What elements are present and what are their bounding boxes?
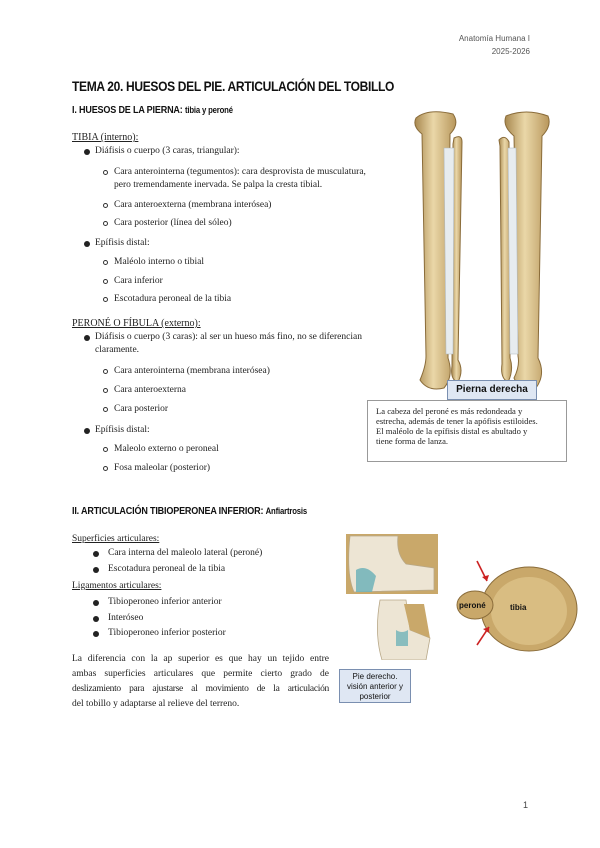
bullet xyxy=(93,551,99,557)
explanation-paragraph xyxy=(72,652,329,712)
paragraph-line: ambas superficies articulares que permite cierto grado de xyxy=(72,669,329,679)
ankle-anterior-posterior-figure xyxy=(346,534,438,660)
bullet xyxy=(103,170,108,175)
page-number: 1 xyxy=(522,800,528,810)
section-1-heading-sub: tibia y peroné xyxy=(184,105,233,115)
perone-label: PERONÉ O FÍBULA (externo): xyxy=(72,318,201,329)
bullet xyxy=(103,369,108,374)
page-header xyxy=(459,32,530,58)
tibiofibular-cross-section-figure xyxy=(447,559,579,659)
list-item: Maleolo externo o peroneal xyxy=(114,444,219,454)
list-item: Tibioperoneo inferior posterior xyxy=(108,628,226,638)
list-item: Diáfisis o cuerpo (3 caras, triangular): xyxy=(95,146,240,156)
caption-line: posterior xyxy=(359,692,391,701)
ligaments-label: Ligamentos articulares: xyxy=(72,581,162,591)
bullet xyxy=(93,567,99,573)
list-item: Cara anterointerna (membrana interósea) xyxy=(114,366,270,376)
note-line: El maléolo de la epífisis distal es abultado y xyxy=(376,426,528,436)
list-item: Epífisis distal: xyxy=(95,425,150,435)
list-item: claramente. xyxy=(95,345,140,355)
list-item: Escotadura peroneal de la tibia xyxy=(108,564,226,574)
note-line: estrecha, además de tener la apófisis estiloides. xyxy=(376,416,538,426)
academic-year: 2025-2026 xyxy=(491,47,530,56)
note-line: tiene forma de lanza. xyxy=(376,436,449,446)
list-item: Cara interna del maleolo lateral (peroné) xyxy=(108,548,263,558)
bullet xyxy=(103,407,108,412)
tibia-label: TIBIA (interno): xyxy=(72,132,139,143)
list-item: Cara anterointerna (tegumentos): cara desprovista de musculatura, xyxy=(114,167,366,177)
section-2-heading-main: II. ARTICULACIÓN TIBIOPERONEA INFERIOR: xyxy=(72,505,264,517)
ankle-figure-caption xyxy=(339,669,411,703)
leg-bones-illustration xyxy=(398,108,565,394)
list-item: Tibioperoneo inferior anterior xyxy=(108,597,222,607)
list-item: Interóseo xyxy=(108,613,144,623)
bullet xyxy=(103,203,108,208)
list-item: Escotadura peroneal de la tibia xyxy=(114,294,232,304)
bullet xyxy=(103,297,108,302)
list-item: Cara inferior xyxy=(114,276,163,286)
bullet xyxy=(103,221,108,226)
bullet xyxy=(93,631,99,637)
bullet xyxy=(103,260,108,265)
ankle-bones-drawing xyxy=(346,534,438,660)
leg-figure-caption: Pierna derecha xyxy=(447,380,537,400)
page-title: TEMA 20. HUESOS DEL PIE. ARTICULACIÓN DEL TOBILLO xyxy=(72,78,395,94)
section-2-heading xyxy=(72,505,307,517)
bullet xyxy=(84,335,90,341)
list-item: Fosa maleolar (posterior) xyxy=(114,463,211,473)
course-name: Anatomía Humana I xyxy=(458,34,530,43)
paragraph-line: La diferencia con la ap superior es que hay un tejido entre xyxy=(72,654,329,664)
surfaces-label: Superficies articulares: xyxy=(72,534,160,544)
caption-line: visión anterior y xyxy=(346,682,404,691)
perone-figure-label: peroné xyxy=(459,601,486,610)
bullet xyxy=(84,241,90,247)
cross-section-drawing xyxy=(447,559,579,659)
bullet xyxy=(84,149,90,155)
tibia-figure-label: tibia xyxy=(510,603,527,612)
tibia-fibula-drawing xyxy=(398,108,565,394)
note-line: La cabeza del peroné es más redondeada y xyxy=(376,406,523,416)
section-2-heading-sub: Anfiartrosis xyxy=(265,506,308,516)
paragraph-line: deslizamiento para ajustarse al movimiento de la articulación xyxy=(72,684,329,694)
fibula-note-box xyxy=(367,400,567,462)
caption-line: Pie derecho. xyxy=(352,672,398,681)
bullet xyxy=(103,447,108,452)
list-item: Diáfisis o cuerpo (3 caras): al ser un hueso más fino, no se diferencian xyxy=(95,332,362,342)
list-item: Maléolo interno o tibial xyxy=(114,257,204,267)
list-item: Cara anteroexterna (membrana interósea) xyxy=(114,200,272,210)
list-item: pero tremendamente inervada. Se palpa la cresta tibial. xyxy=(114,180,323,190)
bullet xyxy=(103,279,108,284)
bullet xyxy=(93,600,99,606)
paragraph-line: del tobillo y adaptarse al relieve del terreno. xyxy=(72,699,240,709)
bullet xyxy=(103,388,108,393)
list-item: Cara anteroexterna xyxy=(114,385,186,395)
bullet xyxy=(93,616,99,622)
bullet xyxy=(84,428,90,434)
section-1-heading-main: I. HUESOS DE LA PIERNA: xyxy=(72,104,183,116)
list-item: Cara posterior (línea del sóleo) xyxy=(114,218,232,228)
list-item: Cara posterior xyxy=(114,404,169,414)
list-item: Epífisis distal: xyxy=(95,238,150,248)
section-1-heading xyxy=(72,104,233,116)
bullet xyxy=(103,466,108,471)
